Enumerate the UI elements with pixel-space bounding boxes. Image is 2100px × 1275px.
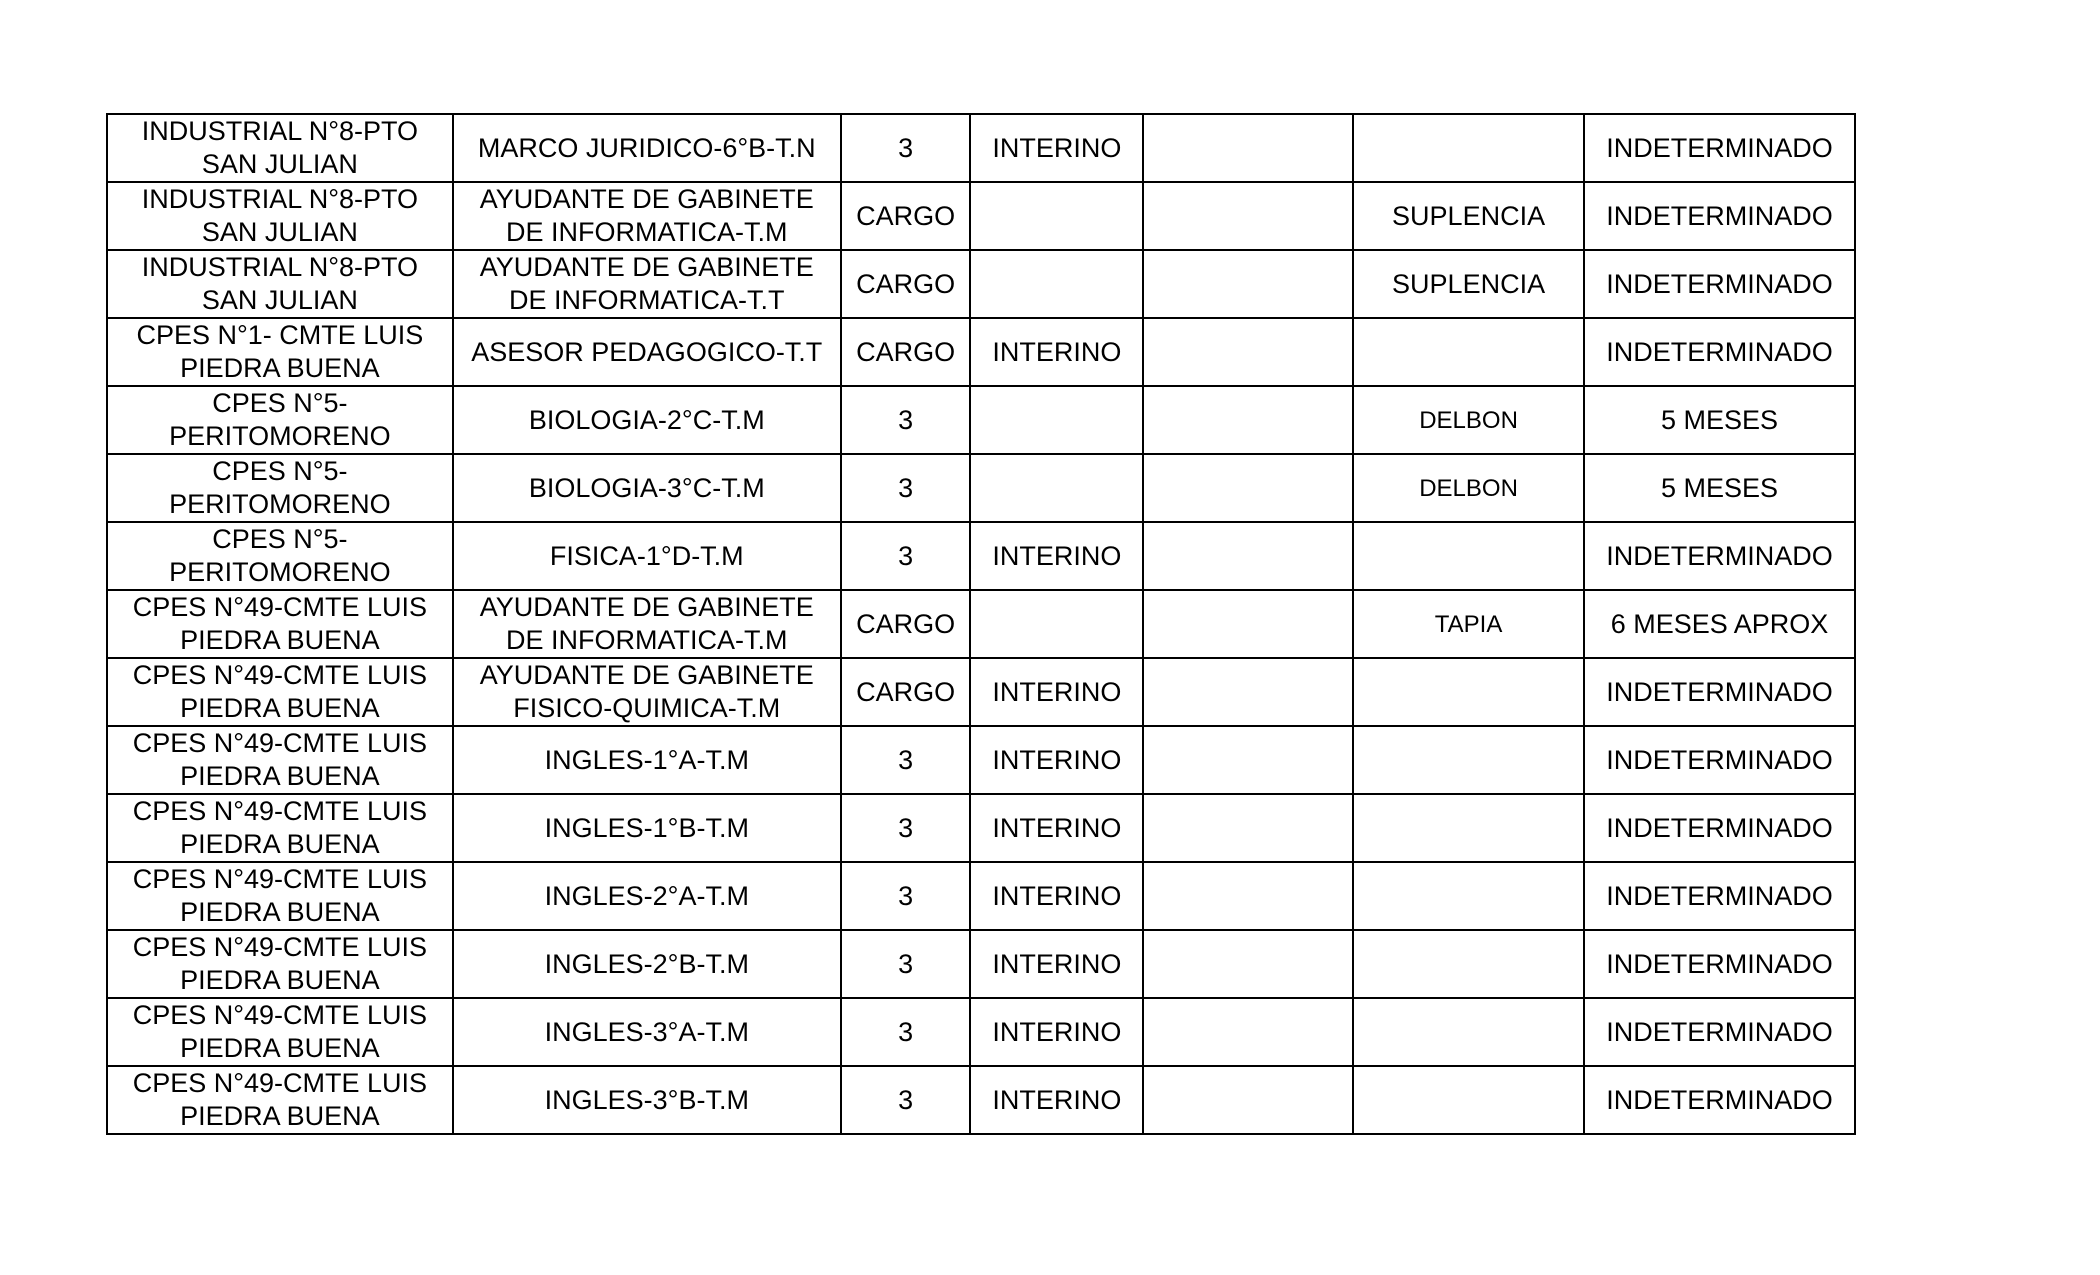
school-cell: CPES N°49-CMTE LUIS PIEDRA BUENA <box>107 1066 453 1134</box>
status-cell: INTERINO <box>970 1066 1143 1134</box>
blank-cell <box>1143 998 1353 1066</box>
status-cell: INTERINO <box>970 114 1143 182</box>
school-cell: CPES N°49-CMTE LUIS PIEDRA BUENA <box>107 726 453 794</box>
hours-cell: 3 <box>841 862 971 930</box>
replacement-cell <box>1353 930 1584 998</box>
replacement-cell <box>1353 998 1584 1066</box>
blank-cell <box>1143 114 1353 182</box>
hours-cell: CARGO <box>841 318 971 386</box>
subject-cell: FISICA-1°D-T.M <box>453 522 841 590</box>
hours-cell: CARGO <box>841 590 971 658</box>
duration-cell: INDETERMINADO <box>1584 114 1855 182</box>
hours-cell: 3 <box>841 386 971 454</box>
subject-cell: AYUDANTE DE GABINETE DE INFORMATICA-T.M <box>453 590 841 658</box>
replacement-cell <box>1353 794 1584 862</box>
hours-cell: 3 <box>841 522 971 590</box>
blank-cell <box>1143 658 1353 726</box>
status-cell <box>970 454 1143 522</box>
replacement-cell <box>1353 658 1584 726</box>
status-cell <box>970 182 1143 250</box>
status-cell: INTERINO <box>970 726 1143 794</box>
replacement-cell: TAPIA <box>1353 590 1584 658</box>
replacement-cell: DELBON <box>1353 454 1584 522</box>
duration-cell: INDETERMINADO <box>1584 726 1855 794</box>
school-cell: INDUSTRIAL N°8-PTO SAN JULIAN <box>107 182 453 250</box>
replacement-cell: DELBON <box>1353 386 1584 454</box>
hours-cell: CARGO <box>841 250 971 318</box>
status-cell <box>970 386 1143 454</box>
replacement-cell: SUPLENCIA <box>1353 182 1584 250</box>
school-cell: CPES N°5-PERITOMORENO <box>107 522 453 590</box>
school-cell: INDUSTRIAL N°8-PTO SAN JULIAN <box>107 114 453 182</box>
table-row <box>107 998 1855 1066</box>
table-row <box>107 250 1855 318</box>
hours-cell: CARGO <box>841 658 971 726</box>
blank-cell <box>1143 454 1353 522</box>
blank-cell <box>1143 522 1353 590</box>
replacement-cell <box>1353 522 1584 590</box>
blank-cell <box>1143 318 1353 386</box>
table-row <box>107 658 1855 726</box>
status-cell: INTERINO <box>970 522 1143 590</box>
subject-cell: AYUDANTE DE GABINETE DE INFORMATICA-T.M <box>453 182 841 250</box>
duration-cell: INDETERMINADO <box>1584 794 1855 862</box>
hours-cell: 3 <box>841 930 971 998</box>
blank-cell <box>1143 794 1353 862</box>
blank-cell <box>1143 182 1353 250</box>
duration-cell: INDETERMINADO <box>1584 658 1855 726</box>
blank-cell <box>1143 250 1353 318</box>
duration-cell: 5 MESES <box>1584 386 1855 454</box>
hours-cell: 3 <box>841 454 971 522</box>
subject-cell: ASESOR PEDAGOGICO-T.T <box>453 318 841 386</box>
table-row <box>107 182 1855 250</box>
hours-cell: CARGO <box>841 182 971 250</box>
duration-cell: INDETERMINADO <box>1584 1066 1855 1134</box>
replacement-cell <box>1353 862 1584 930</box>
status-cell <box>970 590 1143 658</box>
school-cell: CPES N°49-CMTE LUIS PIEDRA BUENA <box>107 862 453 930</box>
status-cell: INTERINO <box>970 998 1143 1066</box>
table-row <box>107 862 1855 930</box>
subject-cell: INGLES-3°A-T.M <box>453 998 841 1066</box>
table-row <box>107 1066 1855 1134</box>
duration-cell: INDETERMINADO <box>1584 250 1855 318</box>
school-cell: CPES N°49-CMTE LUIS PIEDRA BUENA <box>107 794 453 862</box>
duration-cell: INDETERMINADO <box>1584 998 1855 1066</box>
duration-cell: INDETERMINADO <box>1584 182 1855 250</box>
table-body <box>107 114 1855 1134</box>
subject-cell: INGLES-1°B-T.M <box>453 794 841 862</box>
table-row <box>107 794 1855 862</box>
replacement-cell <box>1353 114 1584 182</box>
replacement-cell <box>1353 1066 1584 1134</box>
blank-cell <box>1143 590 1353 658</box>
subject-cell: INGLES-1°A-T.M <box>453 726 841 794</box>
school-cell: INDUSTRIAL N°8-PTO SAN JULIAN <box>107 250 453 318</box>
subject-cell: BIOLOGIA-2°C-T.M <box>453 386 841 454</box>
status-cell: INTERINO <box>970 862 1143 930</box>
table-row <box>107 930 1855 998</box>
vacancies-table <box>106 113 1856 1135</box>
replacement-cell <box>1353 726 1584 794</box>
hours-cell: 3 <box>841 1066 971 1134</box>
table-row <box>107 114 1855 182</box>
blank-cell <box>1143 726 1353 794</box>
status-cell: INTERINO <box>970 930 1143 998</box>
hours-cell: 3 <box>841 726 971 794</box>
status-cell: INTERINO <box>970 318 1143 386</box>
blank-cell <box>1143 1066 1353 1134</box>
school-cell: CPES N°49-CMTE LUIS PIEDRA BUENA <box>107 590 453 658</box>
table-row <box>107 522 1855 590</box>
duration-cell: 5 MESES <box>1584 454 1855 522</box>
school-cell: CPES N°5-PERITOMORENO <box>107 454 453 522</box>
table-row <box>107 454 1855 522</box>
table-row <box>107 726 1855 794</box>
subject-cell: INGLES-3°B-T.M <box>453 1066 841 1134</box>
subject-cell: AYUDANTE DE GABINETE DE INFORMATICA-T.T <box>453 250 841 318</box>
duration-cell: INDETERMINADO <box>1584 522 1855 590</box>
replacement-cell <box>1353 318 1584 386</box>
status-cell: INTERINO <box>970 794 1143 862</box>
status-cell <box>970 250 1143 318</box>
school-cell: CPES N°49-CMTE LUIS PIEDRA BUENA <box>107 658 453 726</box>
hours-cell: 3 <box>841 998 971 1066</box>
hours-cell: 3 <box>841 114 971 182</box>
subject-cell: INGLES-2°B-T.M <box>453 930 841 998</box>
table-row <box>107 318 1855 386</box>
blank-cell <box>1143 930 1353 998</box>
hours-cell: 3 <box>841 794 971 862</box>
blank-cell <box>1143 386 1353 454</box>
school-cell: CPES N°49-CMTE LUIS PIEDRA BUENA <box>107 998 453 1066</box>
blank-cell <box>1143 862 1353 930</box>
subject-cell: AYUDANTE DE GABINETE FISICO-QUIMICA-T.M <box>453 658 841 726</box>
subject-cell: BIOLOGIA-3°C-T.M <box>453 454 841 522</box>
duration-cell: INDETERMINADO <box>1584 930 1855 998</box>
status-cell: INTERINO <box>970 658 1143 726</box>
school-cell: CPES N°5-PERITOMORENO <box>107 386 453 454</box>
subject-cell: MARCO JURIDICO-6°B-T.N <box>453 114 841 182</box>
school-cell: CPES N°1- CMTE LUIS PIEDRA BUENA <box>107 318 453 386</box>
duration-cell: INDETERMINADO <box>1584 318 1855 386</box>
subject-cell: INGLES-2°A-T.M <box>453 862 841 930</box>
table-row <box>107 590 1855 658</box>
replacement-cell: SUPLENCIA <box>1353 250 1584 318</box>
duration-cell: INDETERMINADO <box>1584 862 1855 930</box>
duration-cell: 6 MESES APROX <box>1584 590 1855 658</box>
school-cell: CPES N°49-CMTE LUIS PIEDRA BUENA <box>107 930 453 998</box>
table-row <box>107 386 1855 454</box>
